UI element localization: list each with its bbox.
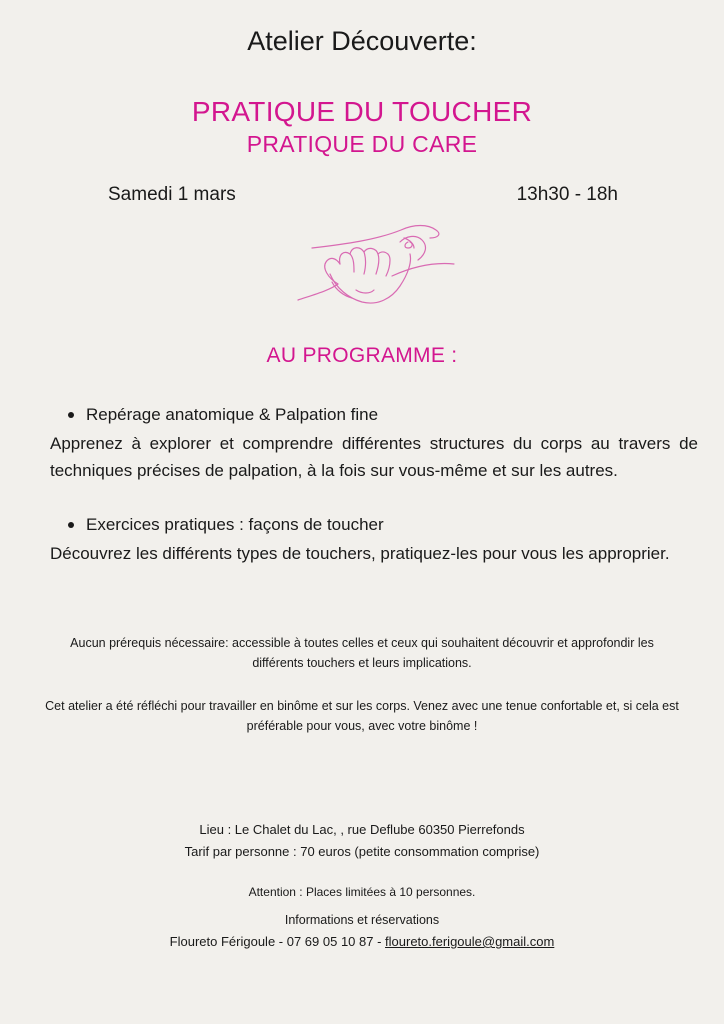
event-date: Samedi 1 mars [108,184,236,205]
page-title: Atelier Découverte: [247,26,477,56]
program-item-exercices [68,515,384,535]
workshop-heading-care: PRATIQUE DU CARE [246,131,478,157]
prerequisites-note: Aucun prérequis nécessaire: accessible à toutes celles et ceux qui souhaitent découvrir et approfondir les différents touchers et leurs implications. [70,636,654,670]
format-note: Cet atelier a été réfléchi pour travailler en binôme et sur les corps. Venez avec une tenue confortable et, si cela est préférable pour vous, avec votre binôme ! [45,699,679,733]
program-item-description: Apprenez à explorer et comprendre différentes structures du corps au travers de techniques précises de palpation, à la fois sur vous-même et sur les autres. [50,434,698,480]
handshake-line-art-icon [296,218,456,310]
program-item-label: Exercices pratiques : façons de toucher [86,515,384,534]
program-item-label: Repérage anatomique & Palpation fine [86,405,379,424]
bullet-icon [68,522,74,528]
email-link[interactable]: floureto.ferigoule@gmail.com [385,934,555,949]
program-title: AU PROGRAMME : [266,344,458,367]
program-item-description: Découvrez les différents types de touchers, pratiquez-les pour vous les approprier. [50,544,670,563]
location-info: Lieu : Le Chalet du Lac, , rue Deflube 60350 Pierrefonds [199,822,525,837]
program-item-palpation [68,405,378,425]
price-info: Tarif par personne : 70 euros (petite consommation comprise) [184,844,540,859]
bullet-icon [68,412,74,418]
contact-name-phone: Floureto Férigoule - 07 69 05 10 87 - [169,934,386,949]
info-title: Informations et réservations [284,913,440,927]
event-time: 13h30 - 18h [516,184,618,205]
attention-note: Attention : Places limitées à 10 personnes. [248,885,476,899]
contact-line [0,932,724,952]
workshop-heading-toucher: PRATIQUE DU TOUCHER [191,96,533,127]
